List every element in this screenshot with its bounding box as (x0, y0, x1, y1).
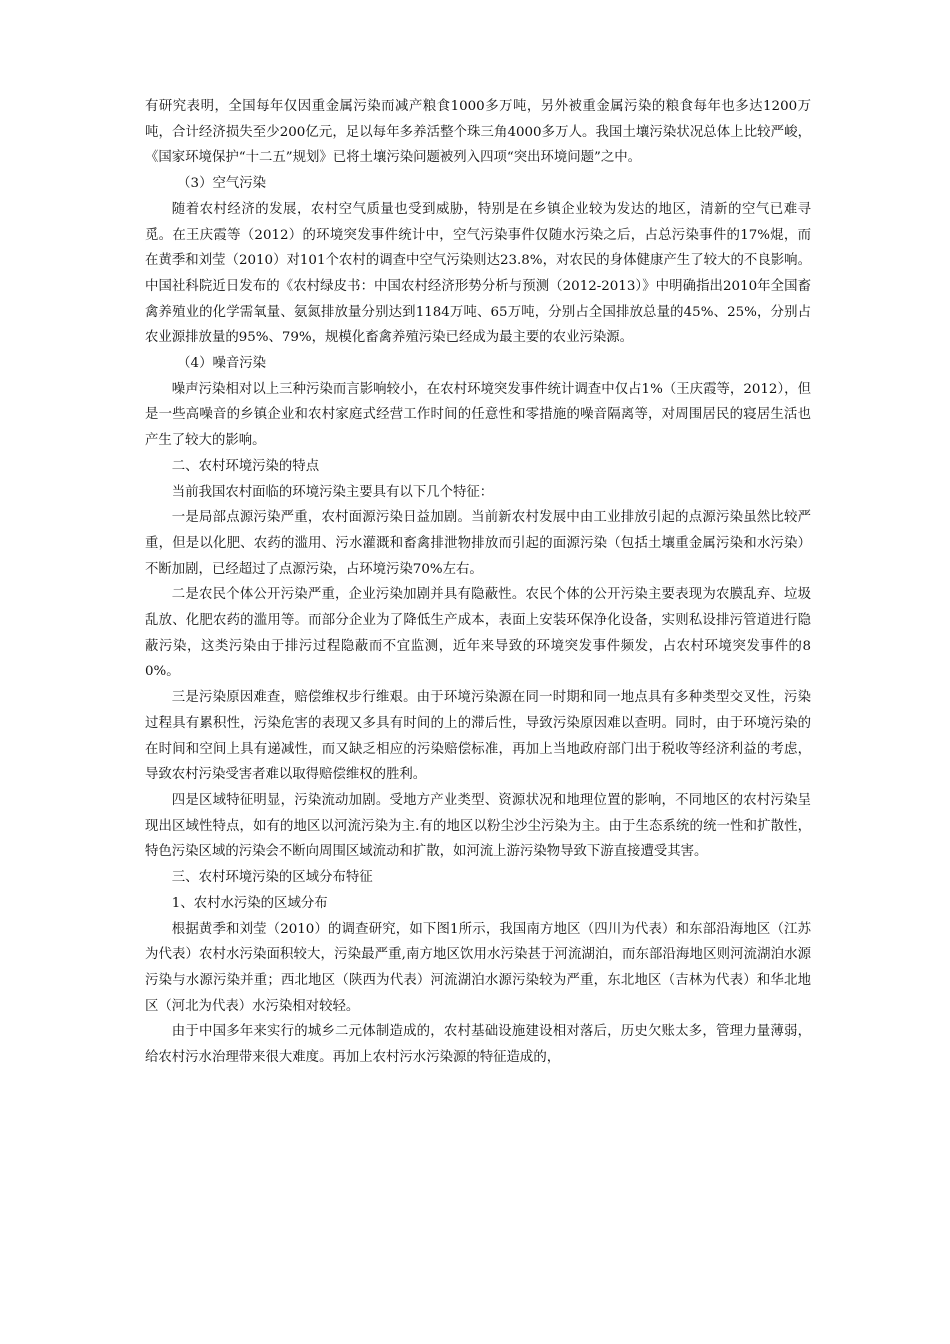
paragraph-feature-four: 四是区域特征明显，污染流动加剧。受地方产业类型、资源状况和地理位置的影响，不同地区的农村污染呈现出区域性特点，如有的地区以河流污染为主.有的地区以粉尘沙尘污染为主。由于生态系统的统一性和扩散性，特色污染区域的污染会不断向周围区域流动和扩散，如河流上游污染物导致下游直接遭受其害。 (145, 792, 811, 860)
paragraph-air-pollution: 随着农村经济的发展，农村空气质量也受到威胁，特别是在乡镇企业较为发达的地区，清新的空气已难寻觅。在王庆霞等（2012）的环境突发事件统计中，空气污染事件仅随水污染之后，占总污染事件的17%焜，而在黄季和刘莹（2010）对101个农村的调查中空气污染则达23.8%，对农民的身体健康产生了较大的不良影响。中国社科院近日发布的《农村绿皮书：中国农村经济形势分析与预测（2012-2013）》中明确指出2010年全国畜禽养殖业的化学需氧量、氨氮排放量分别达到1184万吨、65万吨，分别占全国排放总量的45%、25%，分别占农业源排放量的95%、79%，规模化畜禽养殖污染已经成为最主要的农业污染源。 (145, 201, 811, 346)
paragraph-feature-one: 一是局部点源污染严重，农村面源污染日益加剧。当前新农村发展中由工业排放引起的点源污染虽然比较严重，但是以化肥、农药的滥用、污水灌溉和畜禽排泄物排放而引起的面源污染（包括土壤重金属污染和水污染）不断加剧，已经超过了点源污染，占环境污染70%左右。 (145, 510, 811, 577)
heading-pollution-features: 二、农村环境污染的特点 (171, 458, 320, 474)
paragraph-features-intro: 当前我国农村面临的环境污染主要具有以下几个特征： (171, 484, 494, 500)
paragraph-soil-pollution-cont: 有研究表明，全国每年仅因重金属污染而减产粮食1000多万吨，另外被重金属污染的粮食每年也多达1200万吨，合计经济损失至少200亿元，足以每年多养活整个珠三角4000多万人。我国土壤污染状况总体上比较严峻，《国家环境保护“十二五”规划》已将土壤污染问题被列入四项“突出环境问题”之中。 (145, 99, 811, 166)
paragraph-feature-three: 三是污染原因难查，赔偿维权步行维艰。由于环境污染源在同一时期和同一地点具有多种类型交叉性，污染过程具有累积性，污染危害的表现又多具有时间的上的滞后性，导致污染原因难以查明。同时，由于环境污染的在时间和空间上具有递减性，而又缺乏相应的污染赔偿标准，再加上当地政府部门出于税收等经济利益的考虑，导致农村污染受害者难以取得赔偿维权的胜利。 (145, 690, 811, 783)
paragraph-feature-two: 二是农民个体公开污染严重，企业污染加剧并具有隐蔽性。农民个体的公开污染主要表现为农膜乱弃、垃圾乱放、化肥农药的滥用等。而部分企业为了降低生产成本，表面上安装环保净化设备，实则私设排污管道进行隐蔽污染，这类污染由于排污过程隐蔽而不宜监测，近年来导致的环境突发事件频发，占农村环境突发事件的80%。 (145, 587, 811, 680)
document-page (145, 94, 811, 1071)
subheading-air-pollution: （3）空气污染 (177, 176, 267, 192)
paragraph-rural-infrastructure: 由于中国多年来实行的城乡二元体制造成的，农村基础设施建设相对落后，历史欠账太多，管理力量薄弱，给农村污水治理带来很大难度。再加上农村污水污染源的特征造成的， (145, 1024, 811, 1066)
paragraph-noise-pollution: 噪声污染相对以上三种污染而言影响较小，在农村环境突发事件统计调查中仅占1%（王庆霞等，2012），但是一些高噪音的乡镇企业和农村家庭式经营工作时间的任意性和零措施的噪音隔离等，对周围居民的寝居生活也产生了较大的影响。 (145, 381, 811, 449)
heading-water-pollution-distribution: 1、农村水污染的区域分布 (171, 895, 328, 911)
subheading-noise-pollution: （4）噪音污染 (177, 356, 267, 372)
paragraph-water-pollution-regions: 根据黄季和刘莹（2010）的调查研究，如下图1所示，我国南方地区（四川为代表）和东部沿海地区（江苏为代表）农村水污染面积较大，污染最严重,南方地区饮用水污染甚于河流湖泊，而东部沿海地区则河流湖泊水源污染与水源污染并重；西北地区（陕西为代表）河流湖泊水源污染较为严重，东北地区（吉林为代表）和华北地区（河北为代表）水污染相对较轻。 (145, 921, 811, 1014)
heading-regional-distribution: 三、农村环境污染的区域分布特征 (171, 870, 373, 886)
